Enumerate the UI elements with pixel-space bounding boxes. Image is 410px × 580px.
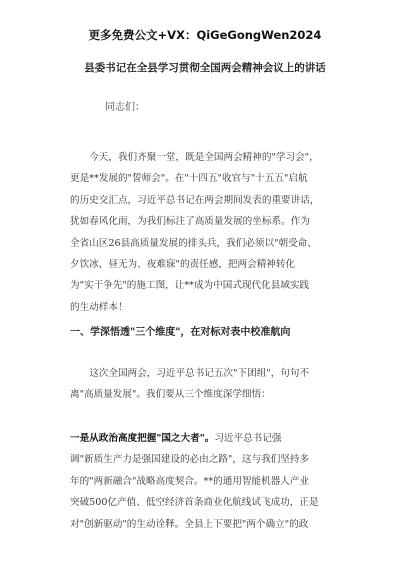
- paragraph-lead-line: [70, 428, 345, 449]
- watermark-header: 更多免费公文+VX：QiGeGongWen2024: [88, 28, 322, 42]
- paragraph-line: 的历史交汇点，习近平总书记在两会期间发表的重要讲话，: [70, 194, 320, 206]
- paragraph-line: 突破500亿产值、低空经济首条商业化航线试飞成功，正是: [70, 497, 319, 509]
- paragraph-2: [70, 363, 345, 406]
- paragraph-line: 更是**发展的"誓师会"。在"十四五"收官与"十五五"启航: [70, 173, 308, 185]
- document-title: 县委书记在全县学习贯彻全国两会精神会议上的讲话: [84, 62, 326, 74]
- bold-lead: 一是从政治高度把握"国之大者"。: [70, 433, 215, 444]
- paragraph-line: 年的"两新融合"战略高度契合。**的通用智能机器人产业: [70, 475, 310, 487]
- paragraph-line: 的生动样本！: [70, 301, 128, 313]
- section-heading-1: 一、学深悟透"三个维度"，在对标对表中校准航向: [70, 327, 291, 338]
- paragraph-line: 为"实干争先"的施工图，让**成为中国式现代化县域实践: [70, 280, 310, 292]
- paragraph-line: 犹如春风化雨，为我们标注了高质量发展的坐标系。作为: [70, 216, 310, 228]
- salutation: 同志们：: [105, 102, 145, 113]
- paragraph-line: 今天，我们齐聚一堂，既是全国两会精神的"学习会"，: [89, 152, 319, 163]
- paragraph-1: [70, 147, 345, 318]
- lead-rest: 习近平总书记强: [214, 433, 282, 444]
- paragraph-line: 对"创新驱动"的生动诠释。全县上下要把"两个确立"的政: [70, 518, 309, 530]
- paragraph-line: 这次全国两会，习近平总书记五次"下团组"，句句不: [89, 368, 310, 379]
- paragraph-line: 夕饮冰，昼无为、夜难寐"的责任感，把两会精神转化: [70, 259, 296, 271]
- paragraph-line: 调"新质生产力是强国建设的必由之路"，这与我们坚持多: [70, 454, 310, 466]
- paragraph-line: 离"高质量发展"。我们要从三个维度深学细悟：: [70, 389, 271, 401]
- paragraph-line: 全省山区26县高质量发展的排头兵，我们必须以"朝受命、: [70, 237, 317, 249]
- paragraph-3: [70, 428, 345, 535]
